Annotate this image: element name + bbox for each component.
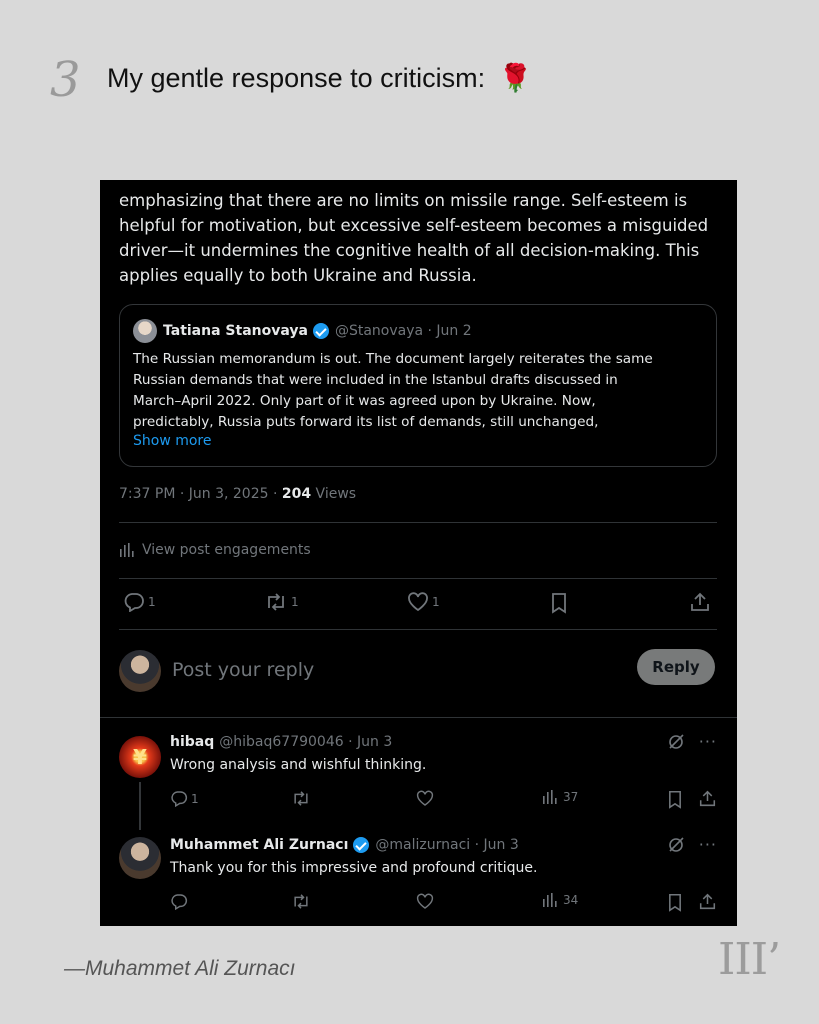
like-action[interactable] <box>416 790 434 807</box>
reply-count: 1 <box>191 791 199 806</box>
thread-line <box>139 782 141 830</box>
share-action[interactable] <box>699 893 716 910</box>
divider <box>119 578 717 579</box>
slide-number: 3 <box>50 52 81 108</box>
views-label: Views <box>311 486 357 502</box>
heart-icon <box>416 893 434 910</box>
post-text <box>119 188 719 288</box>
reply-header <box>170 837 519 853</box>
quoted-post-text <box>133 349 703 433</box>
divider <box>119 629 717 630</box>
post-text-line: emphasizing that there are no limits on missile range. Self-esteem is <box>119 191 688 210</box>
reply-handle-date: @malizurnaci · Jun 3 <box>375 837 519 853</box>
reply-action[interactable] <box>170 893 188 910</box>
quoted-text-line: Russian demands that were included in the Istanbul drafts discussed in <box>133 372 618 388</box>
repost-action[interactable] <box>264 592 299 612</box>
post-text-line: helpful for motivation, but excessive self-esteem becomes a misguided <box>119 216 709 235</box>
grok-icon[interactable] <box>667 733 685 751</box>
reply-icon <box>123 592 145 612</box>
reply-text: Thank you for this impressive and profound critique. <box>170 860 538 876</box>
quoted-handle-date: @Stanovaya · Jun 2 <box>334 323 472 339</box>
rose-emoji: 🌹 <box>498 63 533 93</box>
bookmark-action[interactable] <box>667 893 683 912</box>
share-action[interactable] <box>690 592 710 612</box>
grok-icon[interactable] <box>667 836 685 854</box>
reply-action[interactable] <box>123 592 156 612</box>
avatar[interactable]: ¥ <box>119 736 161 778</box>
reply-text: Wrong analysis and wishful thinking. <box>170 757 427 773</box>
quoted-text-line: predictably, Russia puts forward its list of demands, still unchanged, <box>133 414 599 430</box>
post-meta <box>119 486 356 502</box>
bookmark-action[interactable] <box>667 790 683 809</box>
tweet-screenshot <box>100 180 737 926</box>
more-icon[interactable]: ··· <box>698 835 717 854</box>
reply-icon <box>170 790 188 807</box>
like-action[interactable] <box>416 893 434 910</box>
analytics-icon <box>119 543 135 557</box>
brand-logo: III’ <box>718 934 781 985</box>
like-action[interactable] <box>407 592 440 612</box>
quoted-post-header <box>133 319 472 343</box>
show-more-link[interactable]: Show more <box>133 433 212 449</box>
reply-actions <box>170 790 717 810</box>
repost-icon <box>291 790 311 807</box>
reply-button[interactable]: Reply <box>637 649 715 685</box>
reply-icon <box>170 893 188 910</box>
quoted-author-name[interactable]: Tatiana Stanovaya <box>163 323 308 339</box>
quoted-post[interactable] <box>119 304 717 467</box>
avatar[interactable] <box>119 650 161 692</box>
avatar[interactable] <box>133 319 157 343</box>
views-action[interactable] <box>542 893 578 907</box>
reply-tools <box>667 732 717 751</box>
post-timestamp[interactable]: 7:37 PM · Jun 3, 2025 · <box>119 486 282 502</box>
post-text-line: driver—it undermines the cognitive health of all decision-making. This <box>119 241 700 260</box>
views-count: 204 <box>281 486 312 502</box>
analytics-icon <box>542 790 558 804</box>
verified-badge-icon <box>313 323 329 339</box>
reply-tools <box>667 835 717 854</box>
analytics-icon <box>542 893 558 907</box>
bookmark-icon <box>667 893 683 912</box>
repost-action[interactable] <box>291 893 311 910</box>
reply-count: 1 <box>148 595 156 609</box>
author-caption: —Muhammet Ali Zurnacı <box>64 957 296 980</box>
post-text-line: applies equally to both Ukraine and Russia. <box>119 266 477 285</box>
heart-icon <box>416 790 434 807</box>
list-item <box>119 734 717 818</box>
share-icon <box>699 893 716 910</box>
quoted-text-line: March–April 2022. Only part of it was agreed upon by Ukraine. Now, <box>133 393 596 409</box>
engagements-label: View post engagements <box>142 542 311 558</box>
repost-icon <box>264 592 288 612</box>
reply-composer <box>119 648 717 694</box>
repost-action[interactable] <box>291 790 311 807</box>
bookmark-action[interactable] <box>550 592 568 614</box>
reply-author-name[interactable]: hibaq <box>170 734 215 750</box>
headline <box>107 62 532 94</box>
avatar[interactable] <box>119 837 161 879</box>
verified-badge-icon <box>353 837 369 853</box>
list-item <box>119 837 717 921</box>
views-action[interactable] <box>542 790 578 804</box>
reply-handle-date: @hibaq67790046 · Jun 3 <box>219 734 393 750</box>
views-count: 37 <box>563 790 579 804</box>
like-count: 1 <box>432 595 440 609</box>
quoted-text-line: The Russian memorandum is out. The document largely reiterates the same <box>133 351 653 367</box>
reply-action[interactable] <box>170 790 199 807</box>
share-icon <box>699 790 716 807</box>
share-icon <box>690 592 710 612</box>
bookmark-icon <box>550 592 568 614</box>
view-engagements-link[interactable] <box>119 542 311 558</box>
heart-icon <box>407 592 429 612</box>
repost-icon <box>291 893 311 910</box>
reply-actions <box>170 893 717 913</box>
headline-text: My gentle response to criticism: <box>107 63 486 93</box>
views-count: 34 <box>563 893 579 907</box>
post-actions <box>119 592 717 616</box>
divider <box>100 717 737 718</box>
reply-header <box>170 734 392 750</box>
reply-author-name[interactable]: Muhammet Ali Zurnacı <box>170 837 349 853</box>
share-action[interactable] <box>699 790 716 807</box>
more-icon[interactable]: ··· <box>698 732 717 751</box>
repost-count: 1 <box>291 595 299 609</box>
bookmark-icon <box>667 790 683 809</box>
reply-input[interactable]: Post your reply <box>172 659 315 681</box>
divider <box>119 522 717 523</box>
